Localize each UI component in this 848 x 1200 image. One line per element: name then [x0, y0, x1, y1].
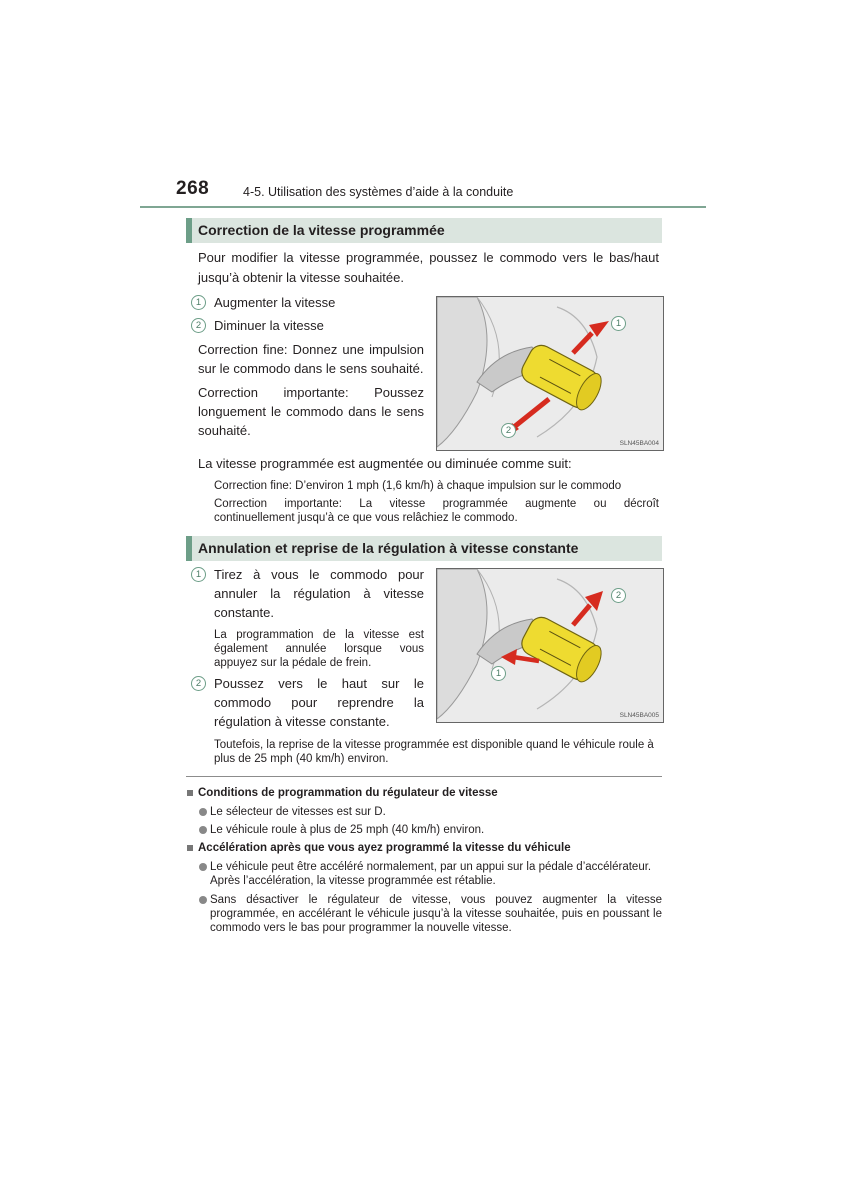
bullet-dot-icon — [199, 808, 207, 816]
cancel-line-2: annuler la régulation à vitesse — [214, 586, 424, 601]
conditions-heading: Conditions de programmation du régulateur de vitesse — [198, 787, 498, 799]
increase-speed-line-2: programmée, en accélérant le véhicule jusqu’à la vitesse souhaitée, puis en poussant le — [210, 908, 662, 920]
resume-note-line-2: plus de 25 mph (40 km/h) environ. — [214, 753, 389, 765]
section-title: Correction de la vitesse programmée — [198, 222, 445, 238]
section-title: Annulation et reprise de la régulation à vitesse constante — [198, 540, 579, 556]
chapter-title: 4-5. Utilisation des systèmes d’aide à la conduite — [243, 185, 514, 199]
resume-line-2: commodo pour reprendre la — [214, 695, 424, 710]
resume-line-1: Poussez vers le haut sur le — [214, 676, 424, 691]
figure-code: SLN45BA005 — [619, 712, 659, 719]
section-heading-speed-correction — [186, 218, 662, 243]
major-correction-note-line-1: Correction importante: La vitesse programmée augmente ou décroît — [214, 498, 659, 510]
acceleration-line-1: Le véhicule peut être accéléré normalement, par un appui sur la pédale d’accélérateur. — [210, 861, 652, 873]
increase-speed-line-1: Sans désactiver le régulateur de vitesse, vous pouvez augmenter la vitesse — [210, 894, 662, 906]
lever-figure-speed-adjust — [436, 296, 664, 451]
bullet-dot-icon — [199, 863, 207, 871]
acceleration-line-2: Après l’accélération, la vitesse programmée est rétablie. — [210, 875, 496, 887]
major-correction-line-1: Correction importante: Poussez — [198, 385, 424, 400]
bullet-dot-icon — [199, 826, 207, 834]
resume-line-3: régulation à vitesse constante. — [214, 714, 390, 729]
square-bullet-icon — [187, 790, 193, 796]
item-number-2: 2 — [191, 676, 206, 691]
major-correction-line-2: longuement le commodo dans le sens — [198, 404, 424, 419]
brake-note-line-2: également annulée lorsque vous — [214, 643, 424, 655]
bullet-dot-icon — [199, 896, 207, 904]
cancel-line-3: constante. — [214, 605, 274, 620]
intro-line-1: Pour modifier la vitesse programmée, poussez le commodo vers le bas/haut — [198, 250, 659, 265]
cancel-line-1: Tirez à vous le commodo pour — [214, 567, 424, 582]
figure-label-2: 2 — [501, 423, 516, 438]
fine-correction-line-2: sur le commodo dans le sens souhaité. — [198, 361, 424, 376]
section-heading-cancel-resume — [186, 536, 662, 561]
item-number-2: 2 — [191, 318, 206, 333]
major-correction-line-3: souhaité. — [198, 423, 251, 438]
header-rule — [140, 206, 706, 208]
lever-illustration — [437, 569, 663, 722]
square-bullet-icon — [187, 845, 193, 851]
figure-label-1: 1 — [611, 316, 626, 331]
adjust-summary: La vitesse programmée est augmentée ou diminuée comme suit: — [198, 456, 572, 471]
brake-note-line-1: La programmation de la vitesse est — [214, 629, 424, 641]
acceleration-heading: Accélération après que vous ayez programmé la vitesse du véhicule — [198, 842, 571, 854]
figure-label-2: 2 — [611, 588, 626, 603]
increase-speed-line-3: commodo vers le bas pour programmer la nouvelle vitesse. — [210, 922, 512, 934]
intro-line-2: jusqu’à obtenir la vitesse souhaitée. — [198, 270, 404, 285]
resume-note-line-1: Toutefois, la reprise de la vitesse programmée est disponible quand le véhicule roule à — [214, 739, 654, 751]
major-correction-note-line-2: continuellement jusqu’à ce que vous relâchiez le commodo. — [214, 512, 518, 524]
condition-speed: Le véhicule roule à plus de 25 mph (40 km/h) environ. — [210, 824, 485, 836]
figure-label-1: 1 — [491, 666, 506, 681]
item-number-1: 1 — [191, 295, 206, 310]
lever-figure-cancel-resume — [436, 568, 664, 723]
lever-illustration — [437, 297, 663, 450]
page-number: 268 — [176, 178, 210, 199]
item-decrease-speed: Diminuer la vitesse — [214, 318, 324, 333]
section-divider — [186, 776, 662, 777]
item-number-1: 1 — [191, 567, 206, 582]
brake-note-line-3: appuyez sur la pédale de frein. — [214, 657, 372, 669]
fine-correction-line-1: Correction fine: Donnez une impulsion — [198, 342, 424, 357]
condition-gear-d: Le sélecteur de vitesses est sur D. — [210, 806, 386, 818]
fine-correction-note: Correction fine: D’environ 1 mph (1,6 km/h) à chaque impulsion sur le commodo — [214, 480, 622, 492]
figure-code: SLN45BA004 — [619, 440, 659, 447]
item-increase-speed: Augmenter la vitesse — [214, 295, 336, 310]
